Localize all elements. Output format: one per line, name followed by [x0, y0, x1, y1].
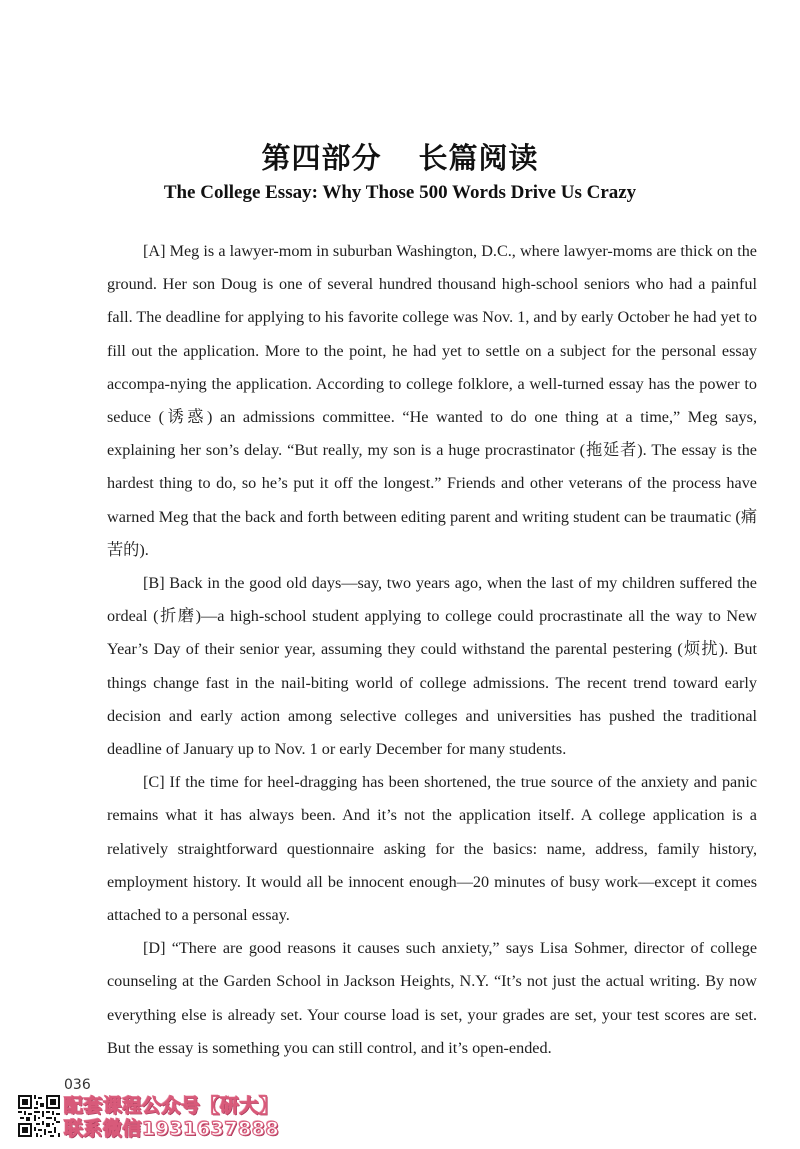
paragraph-a: [A] Meg is a lawyer-mom in suburban Washington, D.C., where lawyer-moms are thick on the ground. Her son Doug is one of several hundred thousand high-school seniors who had a painful fall. The deadline for applying to his favorite college was Nov. 1, and by early October he had yet to fill out the application. More to the point, he had yet to settle on a subject for the personal essay accompa-nying the application. According to college folklore, a well-turned essay has the power to seduce (诱惑) an admissions committee. “He wanted to do one thing at a time,” Meg says, explaining her son’s delay. “But really, my son is a huge procrastinator (拖延者). The essay is the hardest thing to do, so he’s put it off the longest.” Friends and other veterans of the process have warned Meg that the back and forth between editing parent and writing student can be traumatic (痛苦的).	[107, 242, 757, 559]
watermark-line-1: 配套课程公众号【研大】	[64, 1095, 279, 1117]
essay-body	[107, 235, 757, 1065]
paragraph-d: [D] “There are good reasons it causes such anxiety,” says Lisa Sohmer, director of college counseling at the Garden School in Jackson Heights, N.Y. “It’s not just the actual writing. By now everything else is already set. Your course load is set, your grades are set, your test scores are set. But the essay is something you can still control, and it’s open-ended.	[107, 939, 757, 1057]
paragraph-b: [B] Back in the good old days—say, two years ago, when the last of my children suffered the ordeal (折磨)—a high-school student applying to college could procrastinate all the way to New Year’s Day of their senior year, assuming they could withstand the parental pestering (烦扰). But things change fast in the nail-biting world of college admissions. The recent trend toward early decision and early action among selective colleges and universities has pushed the traditional deadline of January up to Nov. 1 or early December for many students.	[107, 574, 757, 759]
page-title: 第四部分 长篇阅读	[261, 141, 539, 175]
essay-title: The College Essay: Why Those 500 Words Drive Us Crazy	[163, 182, 637, 203]
qr-code-icon	[18, 1095, 60, 1137]
watermark	[64, 1095, 279, 1141]
page-number: 036	[64, 1077, 91, 1093]
paragraph-c: [C] If the time for heel-dragging has been shortened, the true source of the anxiety and panic remains what it has always been. And it’s not the application itself. A college application is a relatively straightforward questionnaire asking for the basics: name, address, family history, employment history. It would all be innocent enough—20 minutes of busy work—except it comes attached to a personal essay.	[107, 773, 757, 925]
watermark-line-2: 联系微信1931637888	[64, 1118, 280, 1140]
